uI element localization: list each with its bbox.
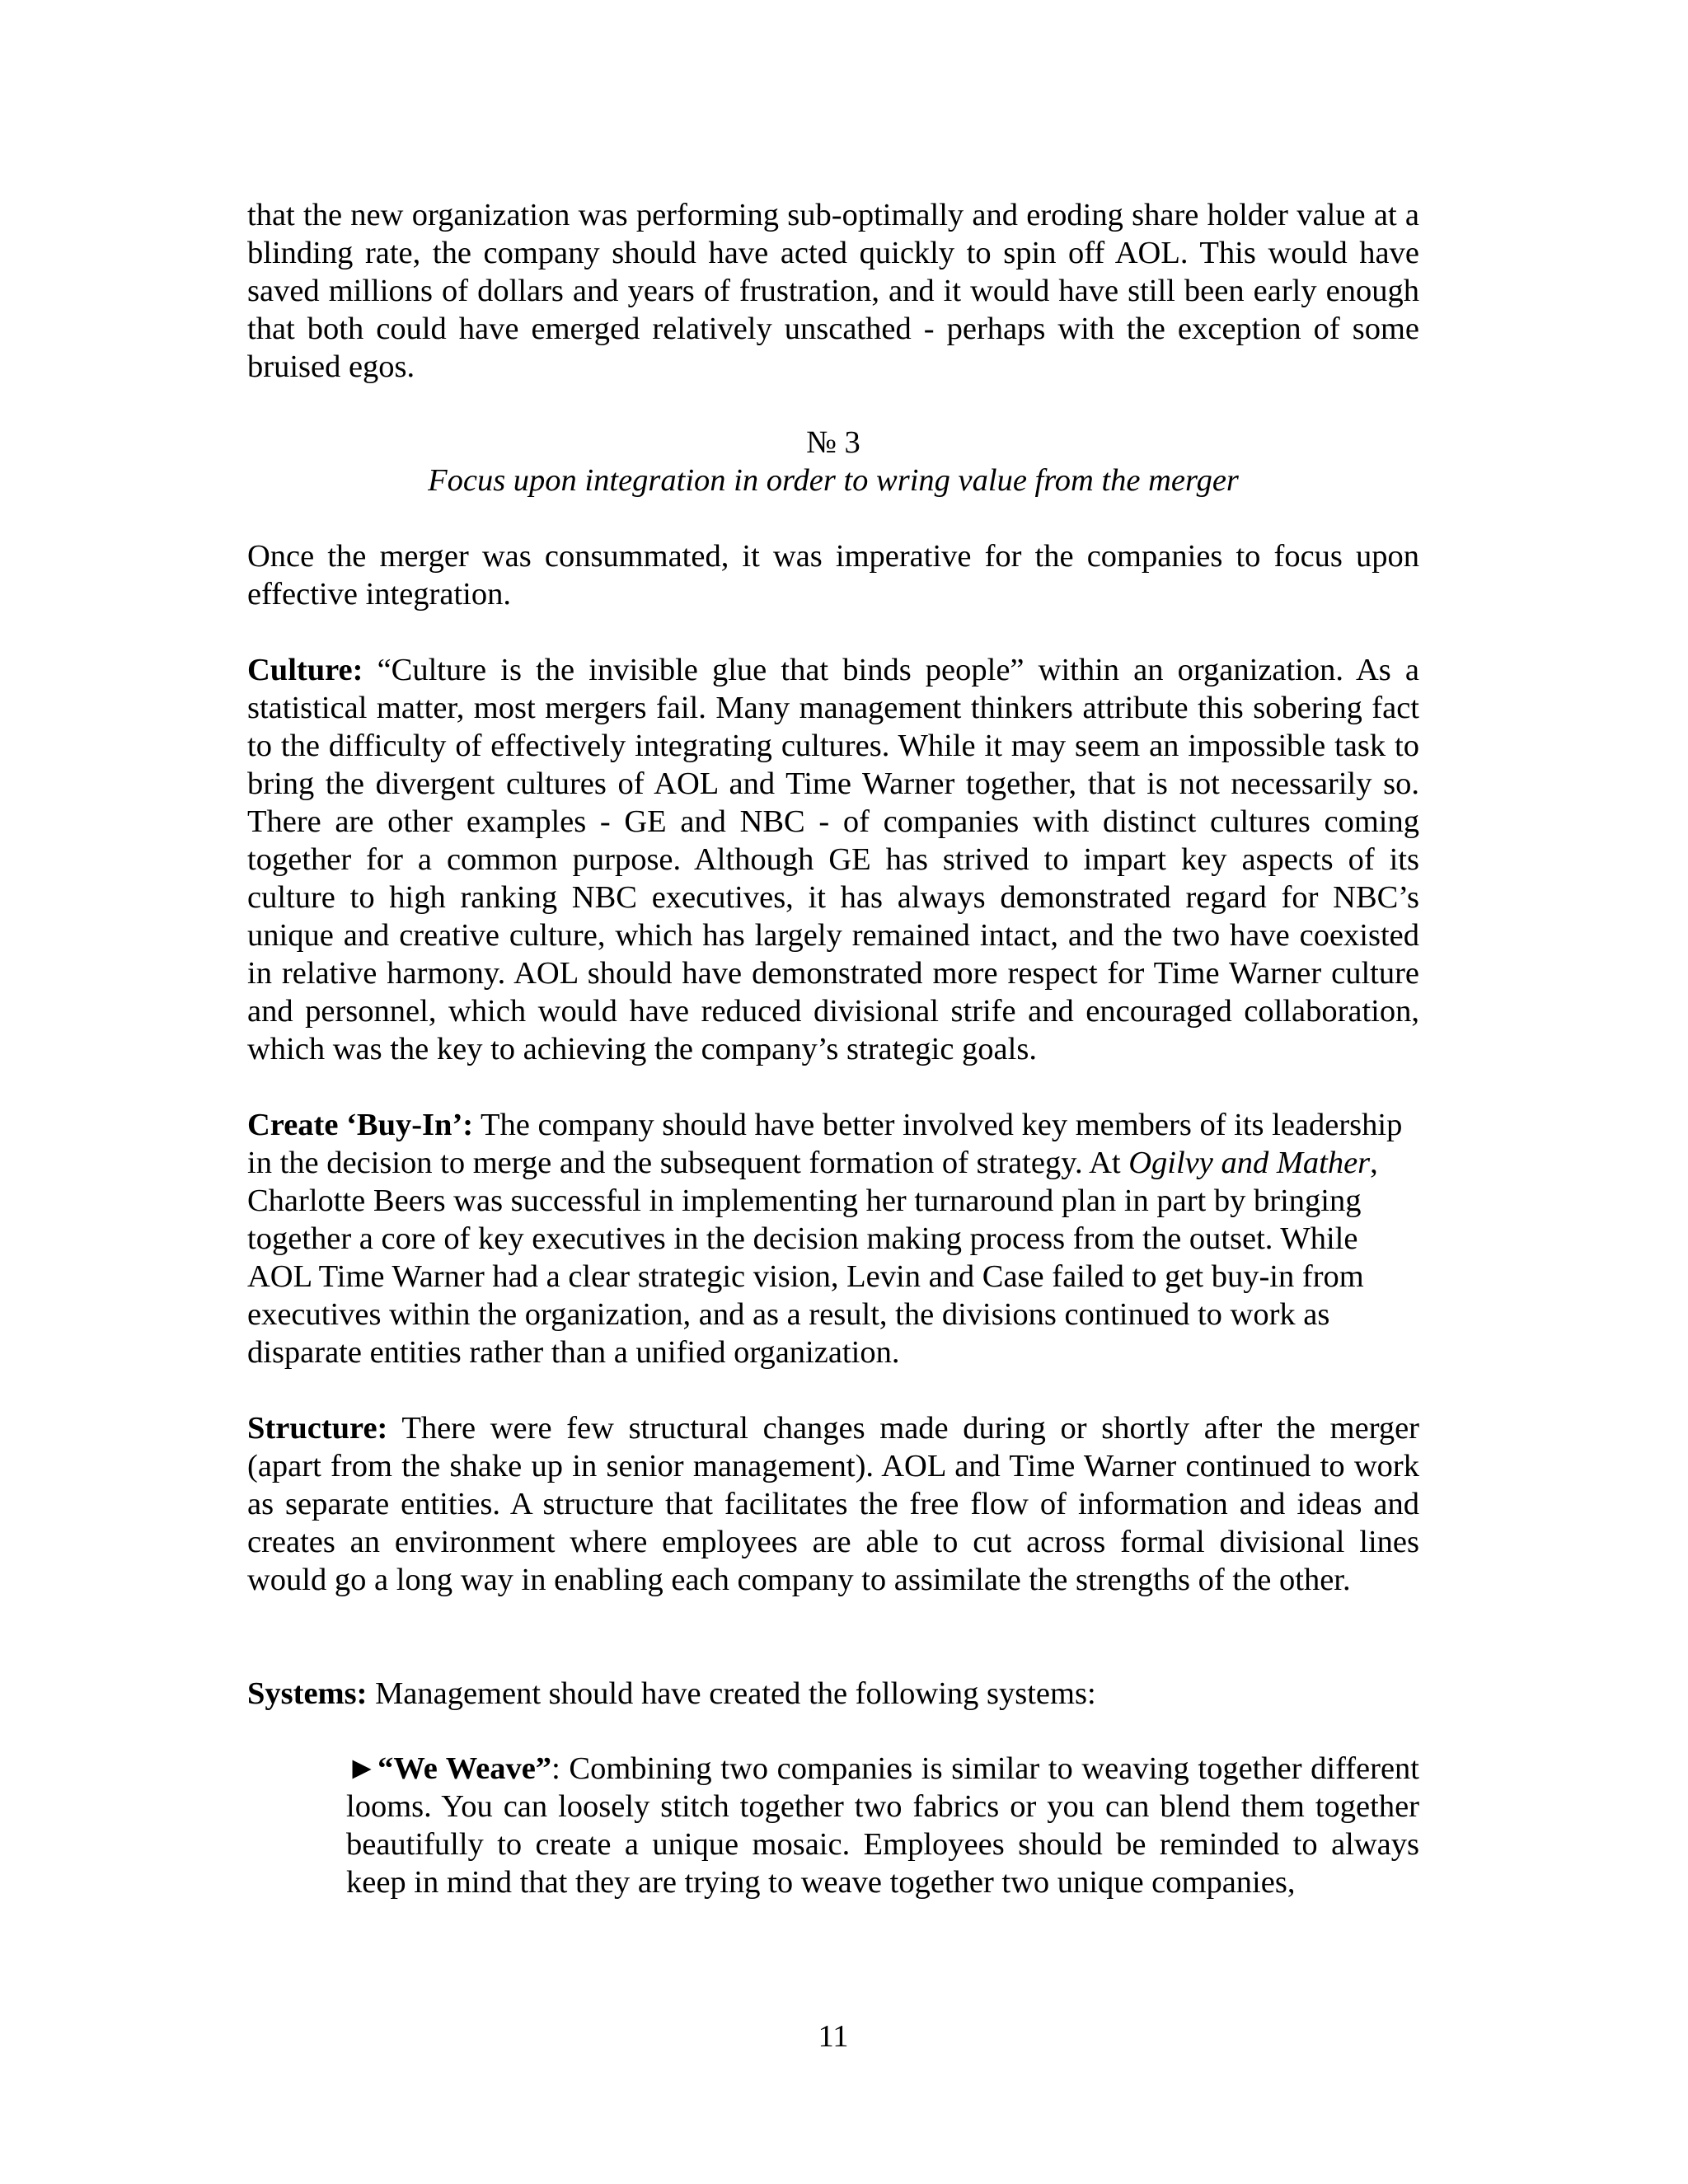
buy-in-paragraph [247, 1106, 1419, 1371]
systems-paragraph [247, 1675, 1419, 1713]
page-number: 11 [818, 2019, 849, 2054]
intro-paragraph: that the new organization was performing sub-optimally and eroding share holder value at a blinding rate, the company should have acted quickly to spin off AOL. This would have saved millions of dollars and years of frustration, and it would have still been early enough that both could have emerged relatively unscathed - perhaps with the exception of some bruised egos. [247, 198, 1419, 384]
we-weave-text: : Combining two companies is similar to weaving together different looms. You can loosely stitch together two fabrics or you can blend them together beautifully to create a unique mosaic. Employees should be reminded to always keep in mind that they are trying to weave together two unique companies, [346, 1751, 1419, 1900]
buy-in-company-name: Ogilvy and Mather [1128, 1146, 1371, 1180]
structure-label: Structure: [247, 1411, 388, 1446]
lead-paragraph: Once the merger was consummated, it was imperative for the companies to focus upon effective integration. [247, 539, 1419, 612]
we-weave-item [346, 1750, 1419, 1901]
triangle-bullet-icon: ► [346, 1751, 378, 1786]
culture-text: “Culture is the invisible glue that binds people” within an organization. As a statistical matter, most mergers fail. Many management thinkers attribute this sobering fact to the difficulty of effectively integrating cultures. While it may seem an impossible task to bring the divergent cultures of AOL and Time Warner together, that is not necessarily so. There are other examples - GE and NBC - of companies with distinct cultures coming together for a common purpose. Although GE has strived to impart key aspects of its culture to high ranking NBC executives, it has always demonstrated regard for NBC’s unique and creative culture, which has largely remained intact, and the two have coexisted in relative harmony. AOL should have demonstrated more respect for Time Warner culture and personnel, which would have reduced divisional strife and encouraged collaboration, which was the key to achieving the company’s strategic goals. [247, 653, 1419, 1066]
we-weave-label: “We Weave” [377, 1751, 552, 1786]
section-number: № 3 [806, 425, 860, 460]
buy-in-text-before: The company should have better involved key members of its leadership in the decision to merge and the subsequent formation of strategy. At [247, 1108, 1403, 1180]
structure-paragraph [247, 1409, 1419, 1599]
buy-in-text-after: , Charlotte Beers was successful in implementing her turnaround plan in part by bringing together a core of key executives in the decision making process from the outset. While AOL Time Warner had a clear strategic vision, Levin and Case failed to get buy-in from executives within the organization, and as a result, the divisions continued to work as disparate entities rather than a unified organization. [247, 1146, 1378, 1370]
systems-label: Systems: [247, 1676, 368, 1711]
structure-text: There were few structural changes made during or shortly after the merger (apart from the shake up in senior management). AOL and Time Warner continued to work as separate entities. A structure that facilitates the free flow of information and ideas and creates an environment where employees are able to cut across formal divisional lines would go a long way in enabling each company to assimilate the strengths of the other. [247, 1411, 1419, 1597]
buy-in-label: Create ‘Buy-In’: [247, 1108, 474, 1142]
culture-label: Culture: [247, 653, 363, 687]
section-title: Focus upon integration in order to wring value from the merger [428, 463, 1239, 498]
systems-text: Management should have created the following systems: [367, 1676, 1096, 1711]
culture-paragraph [247, 651, 1419, 1068]
